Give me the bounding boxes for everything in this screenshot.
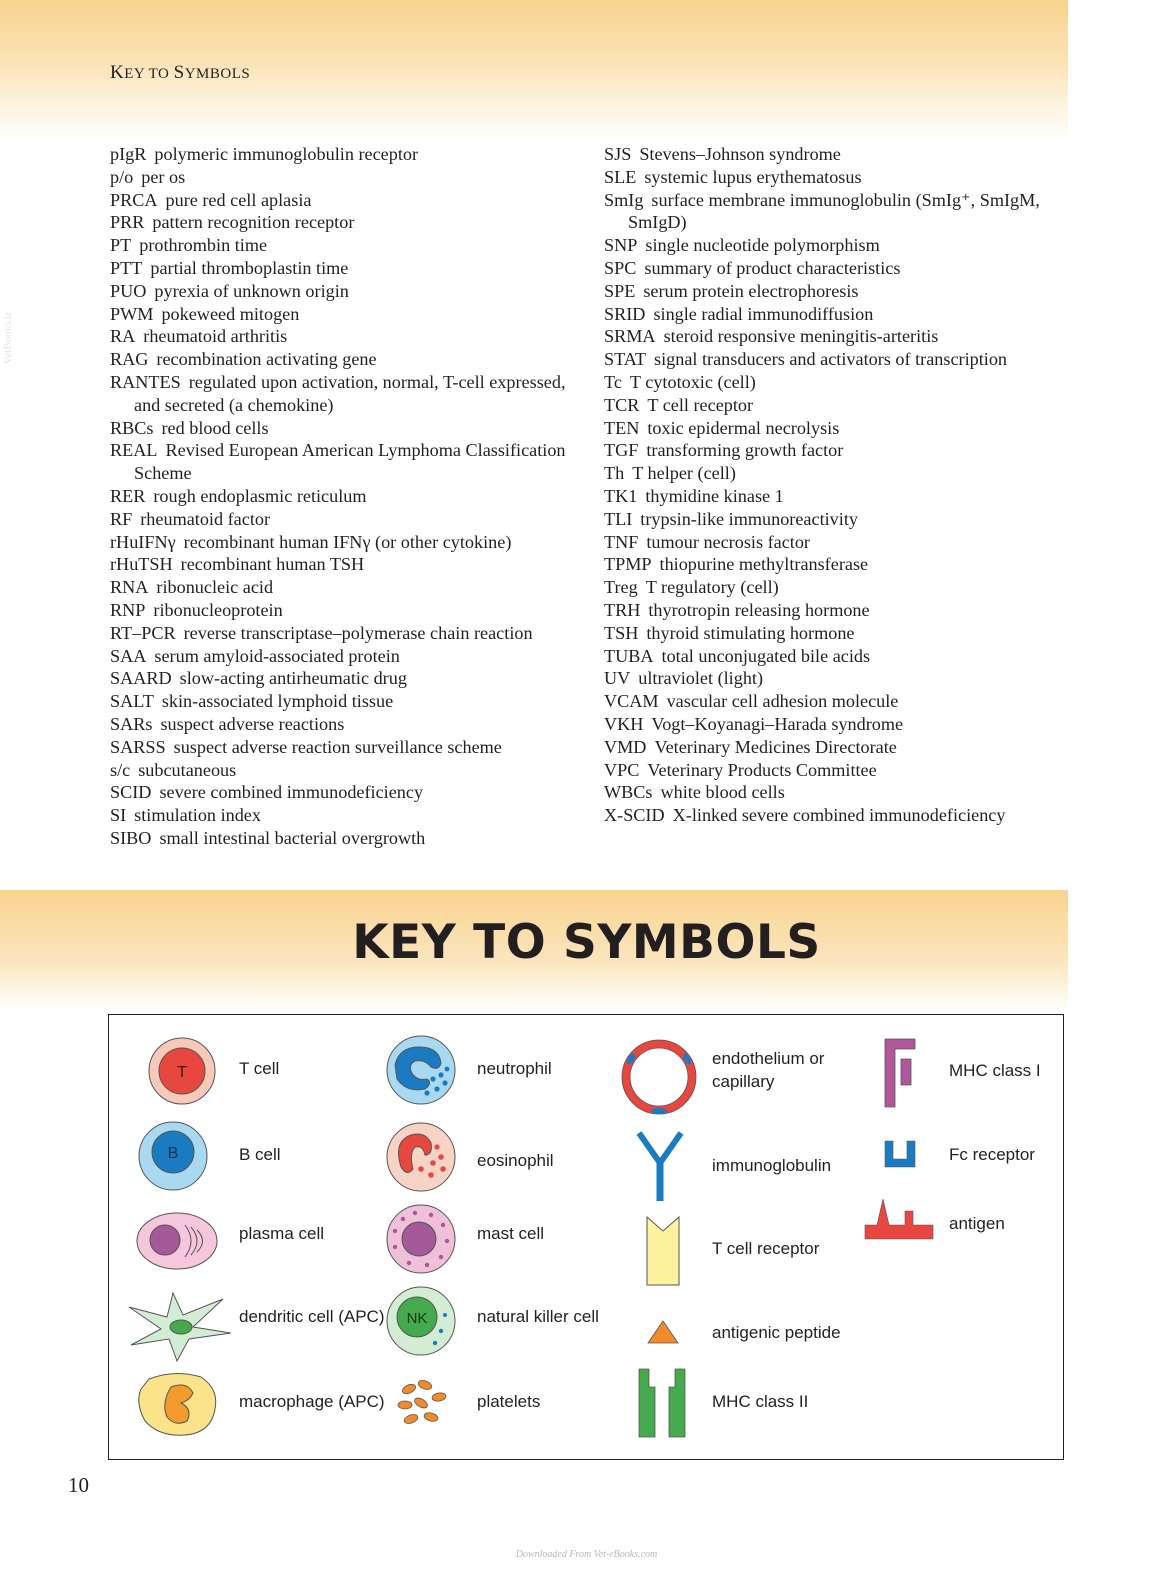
abbreviation-definition: T regulatory (cell) xyxy=(645,577,779,598)
abbreviation-term: PRCA xyxy=(110,189,158,210)
macrophage-symbol xyxy=(135,1369,219,1439)
abbreviation-entry xyxy=(604,599,1064,622)
abbreviation-term: SRID xyxy=(604,303,646,324)
abbreviation-definition: suspect adverse reactions xyxy=(160,713,345,734)
platelets-label: platelets xyxy=(477,1392,541,1411)
b-cell-label: B cell xyxy=(239,1145,281,1164)
abbreviation-definition: prothrombin time xyxy=(139,235,268,256)
abbreviation-definition: ultraviolet (light) xyxy=(638,668,764,689)
abbreviation-definition: red blood cells xyxy=(161,417,269,438)
abbreviation-definition: small intestinal bacterial overgrowth xyxy=(159,827,426,848)
abbreviation-term: SIBO xyxy=(110,827,152,848)
abbreviation-term: RER xyxy=(110,485,146,506)
abbreviation-definition: vascular cell adhesion molecule xyxy=(666,691,899,712)
abbreviation-term: X-SCID xyxy=(604,805,665,826)
abbreviation-entry xyxy=(110,257,580,280)
abbreviation-term: SI xyxy=(110,805,127,826)
abbreviation-definition: Vogt–Koyanagi–Harada syndrome xyxy=(651,713,904,734)
abbreviation-entry xyxy=(110,576,580,599)
abbreviation-term: RNP xyxy=(110,599,146,620)
abbreviation-term: TCR xyxy=(604,394,640,415)
abbreviation-entry xyxy=(110,645,580,668)
abbreviation-definition: thiopurine methyltransferase xyxy=(659,554,869,575)
abbreviation-definition: T cytotoxic (cell) xyxy=(629,371,756,392)
abbreviation-term: TUBA xyxy=(604,645,654,666)
abbreviation-term: SAA xyxy=(110,645,147,666)
abbreviation-definition: summary of product characteristics xyxy=(644,257,901,278)
abbreviation-definition: total unconjugated bile acids xyxy=(661,645,871,666)
abbreviation-term: RT–PCR xyxy=(110,622,176,643)
abbreviation-definition: T cell receptor xyxy=(647,394,754,415)
abbreviation-entry xyxy=(110,827,580,850)
abbreviation-term: SPC xyxy=(604,257,637,278)
abbreviation-entry xyxy=(110,667,580,690)
abbreviation-entry xyxy=(110,713,580,736)
immunoglobulin-symbol xyxy=(635,1129,685,1203)
abbreviation-entry xyxy=(604,622,1064,645)
abbreviation-definition: tumour necrosis factor xyxy=(646,531,810,552)
nk-letters: NK xyxy=(406,1310,428,1327)
dendritic-cell-label: dendritic cell (APC) xyxy=(239,1307,385,1326)
abbreviation-term: p/o xyxy=(110,166,134,187)
abbreviation-entry xyxy=(604,462,1064,485)
abbreviation-entry xyxy=(110,143,580,166)
abbreviation-term: SJS xyxy=(604,144,632,164)
neutrophil-symbol xyxy=(381,1035,461,1105)
abbreviation-definition: Stevens–Johnson syndrome xyxy=(639,144,841,164)
abbreviation-entry xyxy=(604,280,1064,303)
key-title: KEY TO SYMBOLS xyxy=(352,915,821,970)
abbreviation-term: RAG xyxy=(110,349,149,370)
abbreviation-entry xyxy=(110,804,580,827)
abbreviation-term: TK1 xyxy=(604,485,638,506)
abbreviation-term: STAT xyxy=(604,349,646,370)
abbreviation-term: Th xyxy=(604,463,625,484)
abbreviation-definition: rheumatoid factor xyxy=(140,508,271,529)
abbreviation-term: Treg xyxy=(604,577,638,598)
abbreviation-term: REAL xyxy=(110,440,158,461)
abbreviation-entry xyxy=(604,553,1064,576)
abbreviation-entry xyxy=(110,234,580,257)
natural-killer-cell-label: natural killer cell xyxy=(477,1307,599,1326)
antigen-label: antigen xyxy=(949,1214,1005,1233)
abbreviation-term: VKH xyxy=(604,713,644,734)
abbreviation-term: PRR xyxy=(110,212,145,233)
mhc-class-i-label: MHC class I xyxy=(949,1061,1041,1080)
abbreviation-entry xyxy=(604,667,1064,690)
macrophage-label: macrophage (APC) xyxy=(239,1392,385,1411)
abbreviation-entry xyxy=(110,417,580,440)
footer-watermark: Downloaded From Vet-eBooks.com xyxy=(515,1549,658,1560)
abbreviation-term: PT xyxy=(110,235,132,256)
abbreviation-entry xyxy=(604,417,1064,440)
abbreviation-entry xyxy=(110,781,580,804)
abbreviation-definition: suspect adverse reaction surveillance scheme xyxy=(173,736,502,757)
abbreviation-definition: systemic lupus erythematosus xyxy=(644,166,862,187)
abbreviation-term: VPC xyxy=(604,759,640,780)
plasma-cell-label: plasma cell xyxy=(239,1224,325,1243)
abbreviation-term: TRH xyxy=(604,599,641,620)
abbreviation-definition: partial thromboplastin time xyxy=(150,257,349,278)
abbreviation-entry xyxy=(604,690,1064,713)
abbreviation-term: SLE xyxy=(604,166,637,187)
abbreviation-entry xyxy=(110,371,580,417)
abbreviation-term: VCAM xyxy=(604,691,659,712)
t-cell-symbol xyxy=(137,1037,217,1107)
b-cell-symbol xyxy=(137,1121,217,1191)
dendritic-cell-symbol xyxy=(125,1287,235,1363)
abbreviation-definition: pyrexia of unknown origin xyxy=(154,280,349,301)
mast-cell-label: mast cell xyxy=(477,1224,545,1243)
t-cell-receptor-symbol xyxy=(645,1215,681,1287)
side-watermark: VetBooks.ir xyxy=(2,312,14,365)
abbreviation-entry xyxy=(110,553,580,576)
mhc-class-i-symbol xyxy=(883,1037,917,1109)
abbreviation-term: SNP xyxy=(604,235,638,256)
abbreviation-definition: stimulation index xyxy=(134,805,261,826)
abbreviation-entry xyxy=(110,348,580,371)
abbreviation-term: TLI xyxy=(604,508,633,529)
abbreviation-definition: toxic epidermal necrolysis xyxy=(647,417,840,438)
abbreviation-entry xyxy=(604,439,1064,462)
abbreviation-entry xyxy=(604,759,1064,782)
abbreviation-definition: single nucleotide polymorphism xyxy=(645,235,880,256)
abbreviation-term: SALT xyxy=(110,691,154,712)
neutrophil-label: neutrophil xyxy=(477,1059,552,1078)
abbreviation-entry xyxy=(110,189,580,212)
abbreviation-term: TNF xyxy=(604,531,639,552)
abbreviation-definition: X-linked severe combined immunodeficiency xyxy=(672,805,1006,826)
abbreviation-definition: T helper (cell) xyxy=(632,463,736,484)
abbreviation-definition: per os xyxy=(141,166,186,187)
abbreviation-definition: subcutaneous xyxy=(138,759,237,780)
abbreviation-term: SRMA xyxy=(604,326,656,347)
abbreviation-definition: white blood cells xyxy=(660,782,785,803)
abbreviation-definition: Revised European American Lymphoma Classification Scheme xyxy=(134,440,566,484)
abbreviation-definition: recombinant human TSH xyxy=(180,554,365,575)
abbreviation-term: PWM xyxy=(110,303,154,324)
abbreviation-term: SARs xyxy=(110,713,153,734)
abbreviation-entry xyxy=(604,508,1064,531)
abbreviation-definition: skin-associated lymphoid tissue xyxy=(161,691,394,712)
abbreviation-entry xyxy=(110,325,580,348)
abbreviation-term: TSH xyxy=(604,622,639,643)
abbreviation-entry xyxy=(604,485,1064,508)
antigenic-peptide-label: antigenic peptide xyxy=(712,1323,841,1342)
abbreviation-entry xyxy=(110,508,580,531)
abbreviation-definition: regulated upon activation, normal, T-cell expressed, and secreted (a chemokine) xyxy=(134,371,566,415)
abbreviation-entry xyxy=(110,531,580,554)
abbreviation-term: TEN xyxy=(604,417,640,438)
abbreviation-term: TPMP xyxy=(604,554,652,575)
abbreviation-definition: Veterinary Medicines Directorate xyxy=(654,736,897,757)
abbreviation-definition: rheumatoid arthritis xyxy=(143,326,288,347)
abbreviation-definition: thyrotropin releasing hormone xyxy=(648,599,870,620)
b-cell-letter: B xyxy=(167,1145,179,1162)
abbreviation-definition: steroid responsive meningitis-arteritis xyxy=(663,326,939,347)
abbreviation-entry xyxy=(110,485,580,508)
fc-receptor-label: Fc receptor xyxy=(949,1145,1035,1164)
abbreviation-column-right xyxy=(604,143,1064,827)
abbreviation-definition: transforming growth factor xyxy=(646,440,844,461)
abbreviation-term: s/c xyxy=(110,759,131,780)
t-cell-label: T cell xyxy=(239,1059,280,1078)
abbreviation-definition: ribonucleic acid xyxy=(156,577,274,598)
abbreviation-definition: ribonucleoprotein xyxy=(153,599,283,620)
abbreviation-term: PUO xyxy=(110,280,147,301)
mast-cell-symbol xyxy=(385,1203,457,1275)
abbreviation-definition: surface membrane immunoglobulin (SmIg⁺, SmIgM, SmIgD) xyxy=(628,189,1040,233)
abbreviation-entry xyxy=(110,759,580,782)
abbreviation-entry xyxy=(110,690,580,713)
abbreviation-entry xyxy=(604,576,1064,599)
abbreviation-entry xyxy=(604,804,1064,827)
abbreviation-entry xyxy=(110,303,580,326)
abbreviation-definition: Veterinary Products Committee xyxy=(647,759,877,780)
abbreviation-definition: rough endoplasmic reticulum xyxy=(153,485,367,506)
natural-killer-cell-symbol xyxy=(385,1285,457,1357)
abbreviation-term: Tc xyxy=(604,371,622,392)
abbreviation-definition: recombinant human IFNγ (or other cytokine) xyxy=(183,531,512,552)
endothelium-symbol xyxy=(619,1037,699,1117)
t-cell-receptor-label: T cell receptor xyxy=(712,1239,820,1258)
abbreviation-entry xyxy=(604,531,1064,554)
abbreviation-entry xyxy=(604,143,1064,166)
abbreviation-term: RBCs xyxy=(110,417,154,438)
mhc-class-ii-symbol xyxy=(637,1367,687,1439)
abbreviation-entry xyxy=(604,189,1064,235)
abbreviation-definition: thyroid stimulating hormone xyxy=(646,622,855,643)
abbreviation-term: SPE xyxy=(604,280,636,301)
abbreviation-term: SARSS xyxy=(110,736,166,757)
abbreviation-term: RF xyxy=(110,508,133,529)
abbreviation-entry xyxy=(110,622,580,645)
running-head: KEY TO SYMBOLS xyxy=(110,62,251,83)
abbreviation-term: SCID xyxy=(110,782,152,803)
abbreviation-term: VMD xyxy=(604,736,647,757)
abbreviation-column-left xyxy=(110,143,580,850)
abbreviation-term: SAARD xyxy=(110,668,172,689)
abbreviation-term: RNA xyxy=(110,577,149,598)
abbreviation-definition: pure red cell aplasia xyxy=(165,189,312,210)
endothelium-label: endothelium or capillary xyxy=(712,1049,825,1091)
abbreviation-entry xyxy=(604,348,1064,371)
abbreviation-entry xyxy=(604,713,1064,736)
abbreviation-entry xyxy=(604,736,1064,759)
abbreviation-term: SmIg xyxy=(604,189,644,210)
abbreviation-term: UV xyxy=(604,668,631,689)
eosinophil-label: eosinophil xyxy=(477,1151,554,1170)
abbreviation-entry xyxy=(604,394,1064,417)
abbreviation-term: rHuIFNγ xyxy=(110,531,176,552)
plasma-cell-symbol xyxy=(135,1209,219,1273)
abbreviation-term: TGF xyxy=(604,440,639,461)
abbreviation-entry xyxy=(110,280,580,303)
abbreviation-entry xyxy=(604,303,1064,326)
abbreviation-entry xyxy=(604,234,1064,257)
abbreviation-definition: trypsin-like immunoreactivity xyxy=(640,508,858,529)
abbreviation-definition: slow-acting antirheumatic drug xyxy=(179,668,407,689)
immunoglobulin-label: immunoglobulin xyxy=(712,1156,832,1175)
t-cell-letter: T xyxy=(177,1064,187,1081)
abbreviation-entry xyxy=(604,371,1064,394)
abbreviation-definition: single radial immunodiffusion xyxy=(653,303,874,324)
abbreviation-entry xyxy=(604,645,1064,668)
platelets-symbol xyxy=(395,1377,451,1429)
symbol-key-box xyxy=(108,1014,1064,1460)
abbreviation-entry xyxy=(604,166,1064,189)
abbreviation-definition: thymidine kinase 1 xyxy=(645,485,784,506)
abbreviation-entry xyxy=(110,599,580,622)
abbreviation-term: WBCs xyxy=(604,782,653,803)
page-number: 10 xyxy=(68,1473,89,1497)
abbreviation-entry xyxy=(110,166,580,189)
abbreviation-definition: polymeric immunoglobulin receptor xyxy=(154,144,419,164)
abbreviation-definition: pokeweed mitogen xyxy=(161,303,300,324)
abbreviation-definition: serum amyloid-associated protein xyxy=(154,645,400,666)
abbreviation-term: PTT xyxy=(110,257,143,278)
abbreviation-definition: reverse transcriptase–polymerase chain reaction xyxy=(183,622,533,643)
abbreviation-entry xyxy=(604,257,1064,280)
abbreviation-definition: recombination activating gene xyxy=(156,349,377,370)
fc-receptor-symbol xyxy=(883,1139,917,1169)
abbreviation-entry xyxy=(604,781,1064,804)
antigenic-peptide-symbol xyxy=(645,1317,681,1347)
abbreviation-term: RA xyxy=(110,326,136,347)
abbreviation-entry xyxy=(110,736,580,759)
abbreviation-entry xyxy=(604,325,1064,348)
eosinophil-symbol xyxy=(381,1121,461,1193)
abbreviation-definition: pattern recognition receptor xyxy=(152,212,355,233)
abbreviation-term: RANTES xyxy=(110,371,181,392)
abbreviation-definition: signal transducers and activators of transcription xyxy=(654,349,1008,370)
abbreviation-definition: severe combined immunodeficiency xyxy=(159,782,424,803)
abbreviation-term: pIgR xyxy=(110,144,147,164)
mhc-class-ii-label: MHC class II xyxy=(712,1392,809,1411)
abbreviation-definition: serum protein electrophoresis xyxy=(643,280,859,301)
antigen-symbol xyxy=(863,1197,935,1241)
abbreviation-entry xyxy=(110,211,580,234)
abbreviation-term: rHuTSH xyxy=(110,554,173,575)
abbreviation-entry xyxy=(110,439,580,485)
